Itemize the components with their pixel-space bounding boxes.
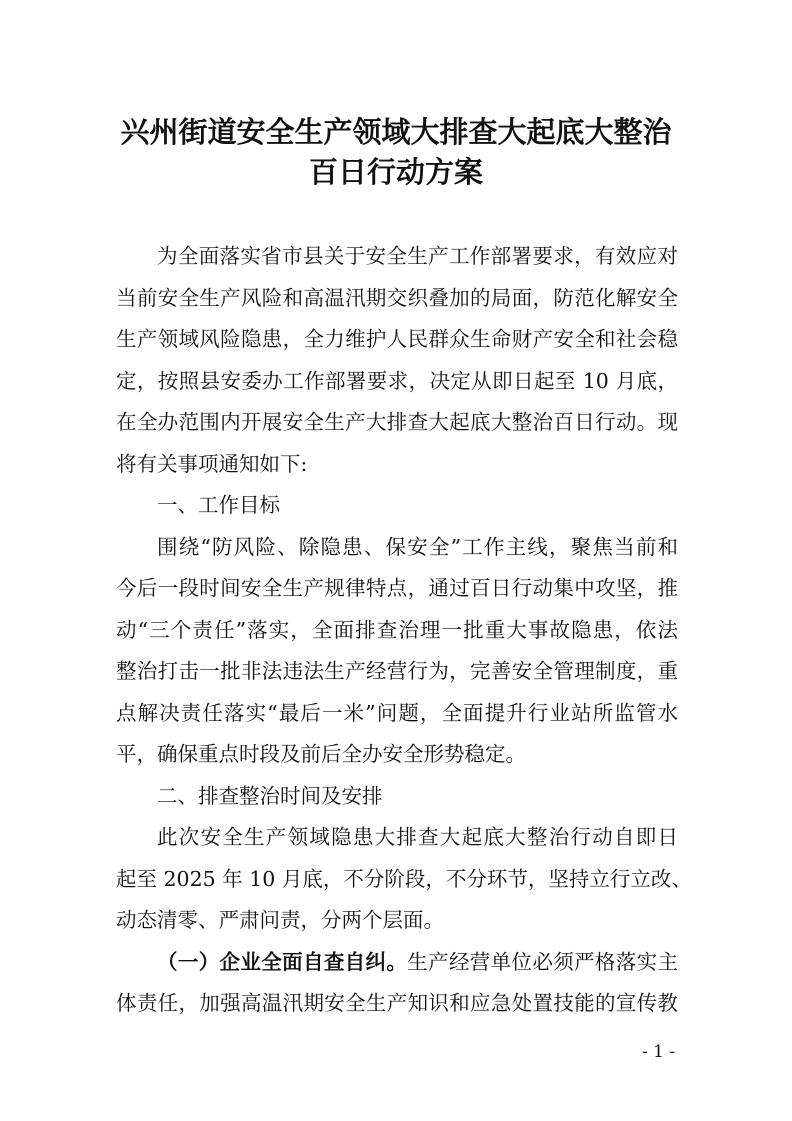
- intro-line: 将有关事项通知如下:: [116, 452, 308, 476]
- section-2-line: 起至 2025 年 10 月底，不分阶段，不分环节，坚持立行立改、: [116, 867, 692, 891]
- section-1-line: 点解决责任落实“最后一米”问题，全面提升行业站所监管水: [116, 701, 678, 725]
- section-1-heading: 一、工作目标: [157, 493, 280, 517]
- document-title-line-1: 兴州街道安全生产领域大排查大起底大整治: [120, 115, 672, 149]
- section-1-line: 围绕“防风险、除隐患、保安全”工作主线，聚焦当前和: [157, 535, 678, 559]
- intro-line: 定，按照县安委办工作部署要求，决定从即日起至 10 月底，: [116, 369, 678, 393]
- item-1-text: 生产经营单位必须严格落实主: [407, 950, 678, 974]
- document-title-line-2: 百日行动方案: [308, 155, 483, 189]
- section-1-line: 整治打击一批非法违法生产经营行为，完善安全管理制度，重: [116, 659, 678, 683]
- section-1-line: 平，确保重点时段及前后全办安全形势稳定。: [116, 742, 526, 766]
- item-1-line-2: 体责任，加强高温汛期安全生产知识和应急处置技能的宣传教: [116, 991, 678, 1015]
- intro-line: 在全办范围内开展安全生产大排查大起底大整治百日行动。现: [116, 410, 678, 434]
- intro-line: 为全面落实省市县关于安全生产工作部署要求，有效应对: [157, 244, 678, 268]
- intro-line: 当前安全生产风险和高温汛期交织叠加的局面，防范化解安全: [116, 286, 678, 310]
- section-2-heading: 二、排查整治时间及安排: [157, 784, 383, 808]
- intro-line: 生产领域风险隐患，全力维护人民群众生命财产安全和社会稳: [116, 327, 678, 351]
- page-number: - 1 -: [642, 1042, 676, 1062]
- item-1-heading: （一）企业全面自查自纠。: [157, 950, 408, 974]
- item-1-line: [157, 947, 678, 977]
- section-2-line: 动态清零、严肃问责，分两个层面。: [116, 908, 444, 932]
- section-1-line: 今后一段时间安全生产规律特点，通过百日行动集中攻坚，推: [116, 576, 678, 600]
- section-1-line: 动“三个责任”落实，全面排查治理一批重大事故隐患，依法: [116, 618, 678, 642]
- section-2-line: 此次安全生产领域隐患大排查大起底大整治行动自即日: [157, 825, 678, 849]
